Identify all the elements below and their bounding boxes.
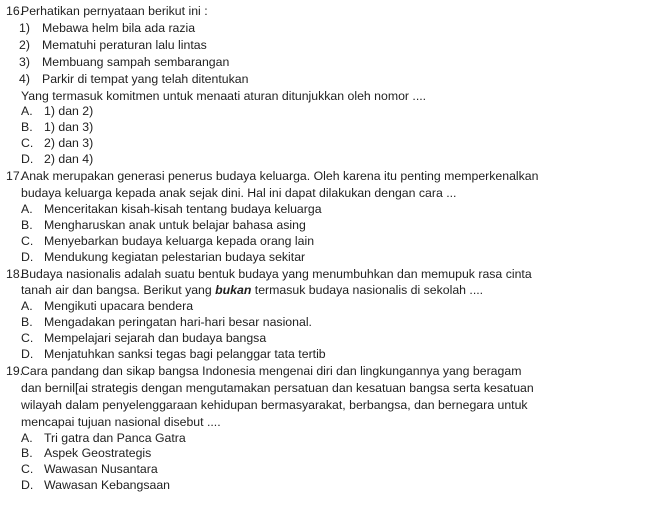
answer-option-b[interactable]: B. Mengadakan peringatan hari-hari besar nasional.: [21, 315, 312, 330]
answer-option-d[interactable]: D. Mendukung kegiatan pelestarian budaya sekitar: [21, 249, 306, 264]
answer-option-b[interactable]: B. Aspek Geostrategis: [21, 446, 152, 461]
answer-option-c[interactable]: C. Menyebarkan budaya keluarga kepada orang lain: [21, 233, 315, 248]
question-stem-text: Perhatikan pernyataan berikut ini :: [21, 4, 208, 18]
answer-option-d[interactable]: D. 2) dan 4): [21, 152, 94, 167]
answer-option-d[interactable]: D. Wawasan Kebangsaan: [21, 478, 171, 493]
answer-option-d[interactable]: D. Menjatuhkan sanksi tegas bagi pelanggar tata tertib: [21, 347, 326, 362]
question-stem-continued: dan bernil[ai strategis dengan mengutamakan persatuan dan kesatuan bangsa serta kesatuan: [21, 380, 534, 395]
answer-option-b[interactable]: B. 1) dan 3): [21, 120, 94, 135]
answer-option-a[interactable]: A. Tri gatra dan Panca Gatra: [21, 430, 186, 445]
question-stem-text: Anak merupakan generasi penerus budaya keluarga. Oleh karena itu penting memperkenalkan: [21, 169, 539, 184]
emphasis-word: bukan: [215, 283, 252, 298]
question-19: [6, 363, 656, 494]
question-stem-continued: tanah air dan bangsa. Berikut yang bukan termasuk budaya nasionalis di sekolah ....: [21, 283, 484, 298]
question-stem-text: Budaya nasionalis adalah suatu bentuk budaya yang menumbuhkan dan memupuk rasa cinta: [21, 266, 532, 281]
question-16: [6, 3, 656, 168]
question-number: 16.: [6, 4, 24, 18]
answer-option-c[interactable]: C. Mempelajari sejarah dan budaya bangsa: [21, 331, 267, 346]
answer-option-c[interactable]: C. Wawasan Nusantara: [21, 462, 158, 477]
statement-item: 3) Membuang sampah sembarangan: [19, 54, 230, 69]
question-17: [6, 168, 656, 265]
question-number: 19.: [6, 363, 24, 378]
answer-option-a[interactable]: A. Menceritakan kisah-kisah tentang budaya keluarga: [21, 201, 322, 216]
statement-item: 2) Mematuhi peraturan lalu lintas: [19, 37, 207, 52]
question-sheet: [6, 3, 656, 494]
statement-item: 1) Mebawa helm bila ada razia: [19, 20, 196, 35]
question-number: 17.: [6, 169, 24, 184]
question-stem: [6, 266, 656, 283]
statement-item: 4) Parkir di tempat yang telah ditentukan: [19, 71, 249, 86]
answer-option-c[interactable]: C. 2) dan 3): [21, 136, 94, 151]
question-stem-text: Cara pandang dan sikap bangsa Indonesia mengenai diri dan lingkungannya yang beragam: [21, 363, 522, 378]
question-stem-continued: mencapai tujuan nasional disebut ....: [21, 414, 221, 429]
question-stem: [6, 168, 656, 185]
question-number: 18.: [6, 266, 24, 281]
answer-option-a[interactable]: A. 1) dan 2): [21, 104, 94, 119]
answer-option-b[interactable]: B. Mengharuskan anak untuk belajar bahasa asing: [21, 217, 306, 232]
question-18: [6, 266, 656, 363]
question-stem-continued: budaya keluarga kepada anak sejak dini. Hal ini dapat dilakukan dengan cara ...: [21, 185, 457, 200]
question-stem: [6, 3, 656, 20]
question-prompt: Yang termasuk komitmen untuk menaati aturan ditunjukkan oleh nomor ....: [21, 88, 427, 103]
answer-option-a[interactable]: A. Mengikuti upacara bendera: [21, 299, 194, 314]
question-stem-continued: wilayah dalam penyelenggaraan kehidupan bermasyarakat, berbangsa, dan bernegara untuk: [21, 397, 528, 412]
question-stem: [6, 363, 656, 380]
